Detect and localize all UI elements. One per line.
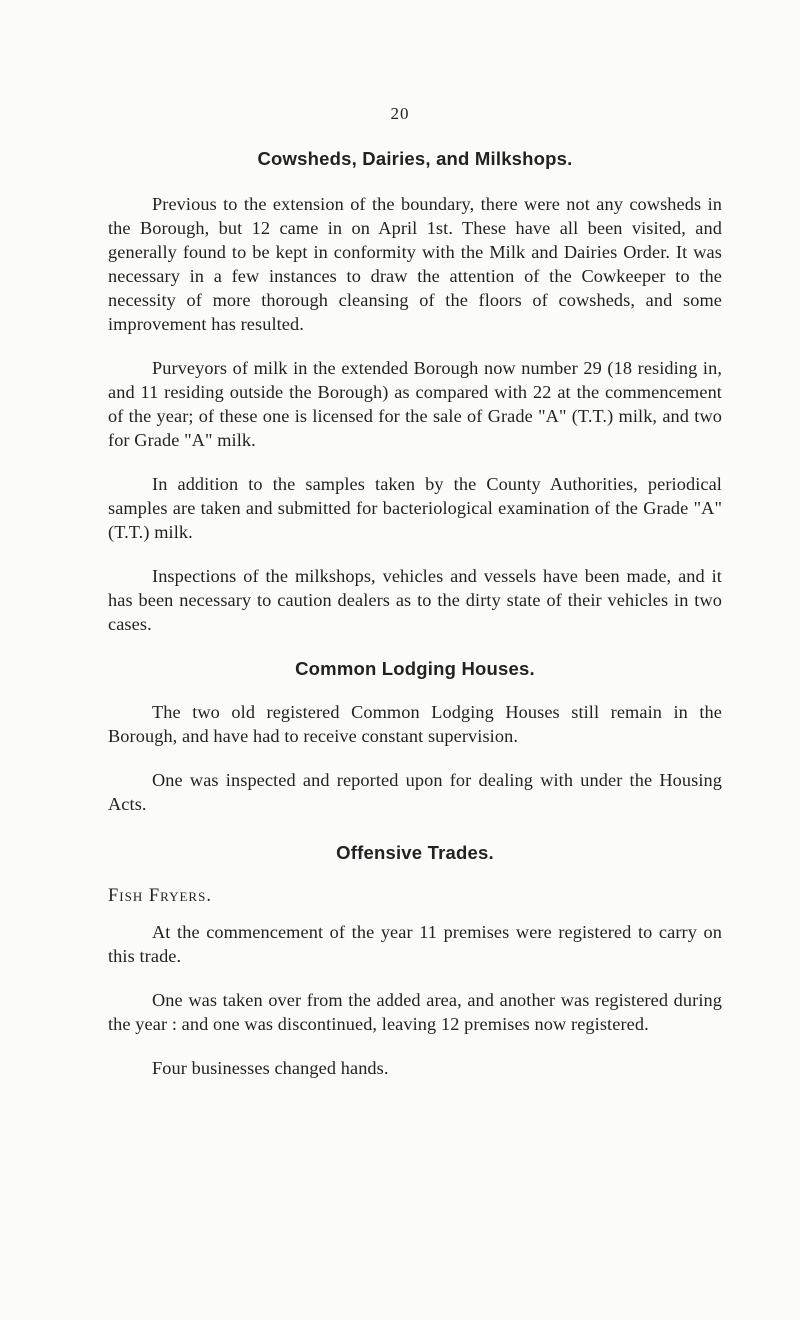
paragraph: Inspections of the milkshops, vehicles and vessels have been made, and it has been necessary to caution dealers as to the dirty state of their vehicles in two cases.: [108, 566, 722, 634]
section-heading-offensive-trades: Offensive Trades.: [336, 842, 494, 863]
paragraph: Four businesses changed hands.: [152, 1058, 389, 1078]
subheading-fish-fryers: Fish Fryers.: [108, 886, 212, 906]
document-body: [108, 104, 722, 1080]
paragraph: At the commencement of the year 11 premises were registered to carry on this trade.: [108, 922, 722, 966]
section-heading-cowsheds: Cowsheds, Dairies, and Milkshops.: [257, 148, 573, 169]
paragraph: The two old registered Common Lodging Houses still remain in the Borough, and have had to receive constant supervision.: [108, 702, 722, 746]
section-heading-lodging-houses: Common Lodging Houses.: [295, 658, 535, 679]
paragraph: Purveyors of milk in the extended Borough now number 29 (18 residing in, and 11 residing outside the Borough) as compared with 22 at the commencement of the year; of these one is licensed for the sale of Grade "A" (T.T.) milk, and two for Grade "A" milk.: [108, 358, 722, 450]
paragraph: In addition to the samples taken by the County Authorities, periodical samples are taken and submitted for bacteriological examination of the Grade "A" (T.T.) milk.: [108, 474, 722, 542]
page-number: 20: [390, 104, 410, 123]
paragraph: One was inspected and reported upon for dealing with under the Housing Acts.: [108, 770, 722, 814]
paragraph: One was taken over from the added area, and another was registered during the year : and one was discontinued, leaving 12 premises now registered.: [108, 990, 722, 1034]
paragraph: Previous to the extension of the boundary, there were not any cowsheds in the Borough, but 12 came in on April 1st. These have all been visited, and generally found to be kept in conformity with the Milk and Dairies Order. It was necessary in a few instances to draw the attention of the Cowkeeper to the necessity of more thorough cleansing of the floors of cowsheds, and some improvement has resulted.: [108, 194, 722, 334]
